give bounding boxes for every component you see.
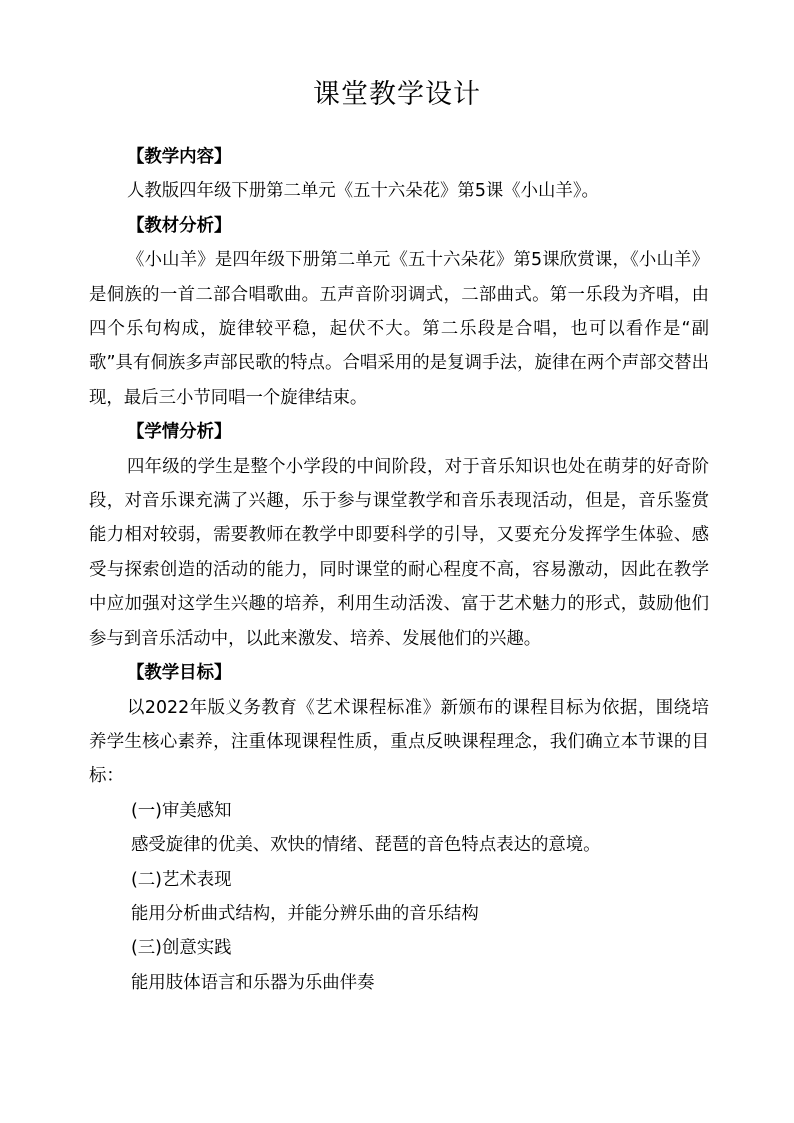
section-heading-student-analysis: 【学情分析】 [127, 422, 232, 443]
section-paragraph-student-analysis: 四年级的学生是整个小学段的中间阶段，对于音乐知识也处在萌芽的好奇阶段，对音乐课充满了兴趣，乐于参与课堂教学和音乐表现活动，但是，音乐鉴赏能力相对较弱，需要教师在教学中即要科学的引导，又要充分发挥学生体验、感受与探索创造的活动的能力，同时课堂的耐心程度不高，容易激动，因此在教学中应加强对这学生兴趣的培养，利用生动活泼、富于艺术魅力的形式，鼓励他们参与到音乐活动中，以此来激发、培养、发展他们的兴趣。 [89, 456, 709, 649]
goal-label-aesthetic: (一)审美感知 [131, 800, 232, 821]
section-heading-content: 【教学内容】 [127, 147, 232, 167]
document-body [89, 140, 709, 1000]
section-paragraph-teaching-goals: 以2022年版义务教育《艺术课程标准》新颁布的课程目标为依据，围绕培养学生核心素养，注重体现课程性质，重点反映课程理念，我们确立本节课的目标： [89, 697, 709, 787]
goal-text-creative-practice: 能用肢体语言和乐器为乐曲伴奏 [131, 972, 375, 993]
section-paragraph-content: 人教版四年级下册第二单元《五十六朵花》第5课《小山羊》。 [127, 181, 599, 202]
section-paragraph-material-analysis: 《小山羊》是四年级下册第二单元《五十六朵花》第5课欣赏课，《小山羊》是侗族的一首二部合唱歌曲。五声音阶羽调式，二部曲式。第一乐段为齐唱，由四个乐句构成，旋律较平稳，起伏不大。第二乐段是合唱，也可以看作是“副歌”具有侗族多声部民歌的特点。合唱采用的是复调手法，旋律在两个声部交替出现，最后三小节同唱一个旋律结束。 [89, 250, 709, 408]
goal-label-creative-practice: (三)创意实践 [131, 938, 232, 959]
goal-text-art-expression: 能用分析曲式结构，并能分辨乐曲的音乐结构 [131, 903, 479, 924]
document-title: 课堂教学设计 [313, 79, 481, 110]
section-heading-material-analysis: 【教材分析】 [127, 215, 232, 236]
goal-label-art-expression: (二)艺术表现 [131, 869, 232, 890]
goal-text-aesthetic: 感受旋律的优美、欢快的情绪、琵琶的音色特点表达的意境。 [131, 835, 601, 856]
section-heading-teaching-goals: 【教学目标】 [127, 663, 232, 684]
